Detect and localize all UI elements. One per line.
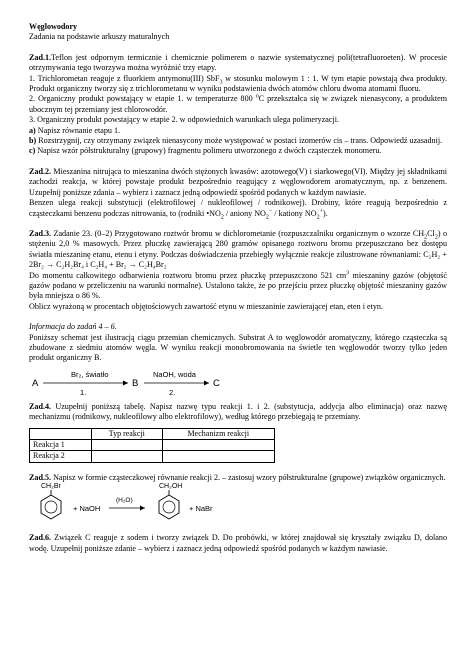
cell-type-1[interactable] <box>92 440 163 451</box>
row-label-2: Reakcja 2 <box>30 451 92 462</box>
task-2-sentence: Benzen ulega reakcji substytucji (elektrofilowej / nukleofilowej / rodnikowej). Drobiny, które reagują bezpośrednio z cząsteczkami benzenu podczas nitrowania, to (rodniki $•NO_2$ / aniony $NO_2^-$ / kationy $NO_2^+$). <box>29 198 447 221</box>
reagent: + NaOH <box>73 504 101 514</box>
task-3-volume: Do momentu całkowitego odbarwienia roztworu bromu przez płuczkę przepuszczono 521 $cm^3$ mieszaniny gazów (objętość gazów podano w przeliczeniu na warunki normalne). Ustalono także, że po przejściu przez płuczkę objętość mieszaniny gazów była mniejsza o 86 %. <box>29 269 447 301</box>
task-2-text: Zad.2. Mieszanina nitrująca to mieszanina dwóch stężonych kwasów: azotowego(V) i siarkowego(VI). Między jej składnikami zachodzi reakcja, w której powstaje produkt bezpośrednio reagujący z węglowodorem aromatycznym, np. z benzenem. Uzupełnij poniższe zdania – wybierz i zaznacz jedną odpowiedź spośród podanych w każdym nawiasie. <box>29 166 447 197</box>
row-label-1: Reakcja 1 <box>30 440 92 451</box>
scheme-B: B <box>132 377 139 389</box>
benzene-ring-left <box>41 490 61 519</box>
document-subtitle: Zadania na podstawie arkuszy maturalnych <box>29 32 170 42</box>
reaction-table <box>29 428 275 463</box>
scheme-r1-bot: 1. <box>80 387 87 397</box>
scheme-r1-top: Br₂, światło <box>71 369 109 379</box>
cell-type-2[interactable] <box>92 451 163 462</box>
task-1-question-b: b) Rozstrzygnij, czy otrzymany związek nienasycony może występować w postaci izomerów cis – trans. Odpowiedź uzasadnij. <box>29 136 443 146</box>
table-row <box>30 451 275 462</box>
scheme-r2-top: NaOH, woda <box>153 369 196 379</box>
task-1-step-3: 3. Organiczny produkt powstający w etapie 2. w odpowiednich warunkach ulega polimeryzacji. <box>29 115 340 125</box>
document-title: Węglowodory <box>29 22 78 31</box>
benzene-ring-right <box>159 490 179 519</box>
task-3-equations: C₂H₂ + 2Br₂ → C₂H₂Br₄ i C₂H₄ + Br₂ → C₂H₄Br₂ <box>29 249 447 270</box>
task-1-step-2: 2. Organiczny produkt powstający w etapie 1. w temperaturze 800 $^o$C przekształca się w związek nienasycony, a produktem ubocznym tej przemiany jest chlorowodór. <box>29 93 448 114</box>
document-page <box>29 22 447 554</box>
reaction-scheme <box>29 364 447 402</box>
cell-mech-1[interactable] <box>162 440 274 451</box>
task-1-intro: Zad.1.Teflon jest odpornym termicznie i chemicznie polimerem o nazwie systematycznej poli(tetrafluoroeten). W procesie otrzymywania tego tworzywa można wyróżnić trzy etapy. <box>29 52 447 73</box>
task-3-text: Zad.3. Zadanie 23. (0–2) Przygotowano roztwór bromu w dichlorometanie (rozpuszczalniku organicznym o wzorze $CH_2Cl_2$) o stężeniu 2,0 % masowych. Przez płuczkę zawierającą 280 gramów opisanego roztworu bromu przepuszczano bez dostępu światła mieszaninę etanu, etenu i etyny. Podczas doświadczenia przebiegły wyłącznie reakcje zilustrowane równaniami: C₂H₂ + 2Br₂ → C₂H₂Br₄ i C₂H₄ + Br₂ → C₂H₄Br₂ <box>29 228 448 270</box>
task-3-question: Oblicz wyrażoną w procentach objętościowych zawartość etynu w mieszaninie zawierającej etan, eten i etyn. <box>29 301 383 311</box>
info-text: Poniższy schemat jest ilustracją ciągu przemian chemicznych. Substrat A to węglowodór aromatyczny, którego cząsteczka są zbudowane z siedmiu atomów węgla. W wyniku reakcji monobromowania na świetle ten węglowodór tworzy tylko jeden produkt organiczny B. <box>29 332 447 363</box>
product-2: + NaBr <box>189 504 213 514</box>
scheme-C: C <box>213 377 220 389</box>
reaction-equation <box>29 483 447 533</box>
scheme-r2-bot: 2. <box>169 387 176 397</box>
task-1-step-1: 1. Trichlorometan reaguje z fluorkiem antymonu(III) SbF$_3$ w stosunku molowym 1 : 1. W tym etapie powstają dwa produkty. Produkt organiczny tworzy się z trichlorometanu w wyniku podstawienia dwóch atomów chloru dwoma atomami fluoru. <box>29 73 447 94</box>
table-row <box>30 440 275 451</box>
info-label: Informacja do zadań 4 – 6. <box>29 322 117 332</box>
task-1-heading: Zad.1. <box>29 52 52 62</box>
col-reaction-type: Typ reakcji <box>92 428 163 439</box>
task-1-question-a: a) Napisz równanie etapu 1. <box>29 125 121 135</box>
task-5-text: Zad.5. Napisz w formie cząsteczkowej równanie reakcji 2. – zastosuj wzory półstrukturalne (grupowe) związków organicznych. <box>29 472 446 482</box>
task-4-text: Zad.4. Uzupełnij poniższą tabelę. Napisz nazwę typu reakcji 1. i 2. (substytucja, addycja albo eliminacja) oraz nazwę mechanizmu (rodnikowy, nukleofilowy albo elektrofilowy), według którego przebiegają te przemiany. <box>29 401 447 422</box>
col-mechanism: Mechanizm reakcji <box>162 428 274 439</box>
conditions: (H₂O) <box>116 497 133 505</box>
left-group: CH₂Br <box>41 483 61 491</box>
task-6-text: Zad.6. Związek C reaguje z sodem i tworzy związek D. Do probówki, w której znajdował się kryształy związku D, dolano wodę. Uzupełnij poniższe zdanie – wybierz i zaznacz jedną odpowiedź spośród podanych w każdym nawiasie. <box>29 533 447 553</box>
right-group: CH₂OH <box>159 483 183 491</box>
scheme-A: A <box>32 377 39 389</box>
cell-mech-2[interactable] <box>162 451 274 462</box>
task-1-question-c: c) Napisz wzór półstrukturalny (grupowy) fragmentu polimeru utworzonego z dwóch cząsteczek monomeru. <box>29 146 382 156</box>
